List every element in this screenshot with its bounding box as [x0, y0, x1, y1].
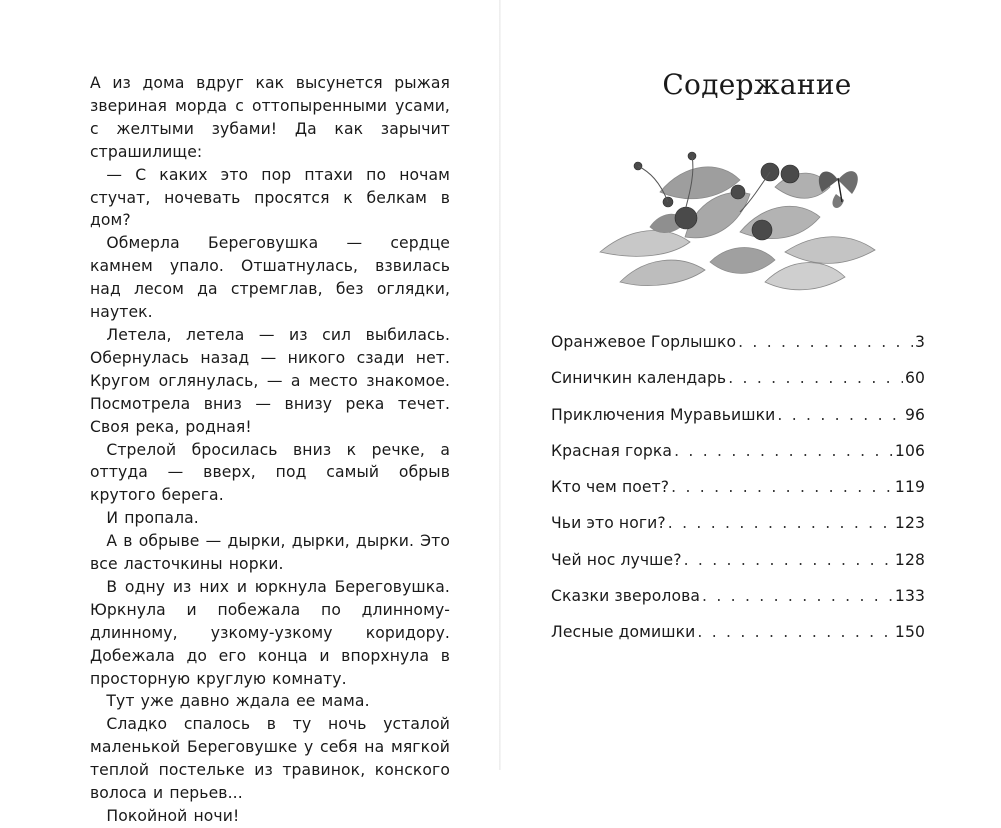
paragraph: — С каких это пор птахи по ночам стучат, ночевать просятся к белкам в дом?: [90, 165, 450, 230]
toc-entry[interactable]: [551, 551, 925, 587]
toc-dot-leader: [668, 514, 893, 532]
toc-entry-title: Чьи это ноги?: [551, 514, 666, 533]
right-page: [500, 0, 1001, 770]
toc-entry[interactable]: [551, 406, 925, 442]
paragraph: А из дома вдруг как высунется рыжая звериная морда с оттопыренными усами, с желтыми зубами! Да как зарычит страшилище:: [90, 74, 450, 161]
toc-entry-title: Синичкин календарь: [551, 369, 727, 388]
toc-entry-page: 123: [894, 514, 925, 533]
berries-leaves-illustration: [590, 132, 890, 302]
toc-entry-page: 106: [894, 441, 925, 460]
toc-entry-page: 119: [894, 478, 925, 497]
toc-entry-title: Кто чем поет?: [551, 478, 670, 497]
toc-dot-leader: [777, 406, 903, 424]
toc-entry[interactable]: [551, 623, 925, 659]
toc-entry-page: 3: [914, 333, 925, 351]
toc-dot-leader: [738, 333, 913, 351]
toc-entry-page: 150: [894, 623, 925, 642]
toc-entry-page: 96: [904, 405, 925, 424]
toc-entry-title: Сказки зверолова: [551, 587, 701, 606]
toc-entry-page: 128: [894, 550, 925, 569]
paragraph: Стрелой бросилась вниз к речке, а оттуда — вверх, под самый обрыв крутого берега.: [90, 440, 450, 505]
table-of-contents: [551, 333, 925, 660]
paragraph: В одну из них и юркнула Береговушка. Юркнула и побежала по длинному-длинному, узкому-узкому коридору. Добежала до его конца и впорхнула в просторную круглую комнату.: [90, 577, 450, 688]
left-page: [0, 0, 500, 825]
toc-entry[interactable]: [551, 369, 925, 405]
paragraph: Обмерла Береговушка — сердце камнем упало. Отшатнулась, взвилась над лесом да стремглав, без оглядки, наутек.: [90, 234, 450, 322]
toc-entry[interactable]: [551, 514, 925, 550]
paragraph: Сладко спалось в ту ночь усталой маленькой Береговушке у себя на мягкой теплой постельке из травинок, конского волоса и перьев...: [90, 715, 450, 803]
butterfly-icon: [819, 171, 858, 208]
toc-dot-leader: [674, 442, 893, 460]
paragraph: Покойной ночи!: [106, 807, 240, 825]
toc-entry[interactable]: [551, 333, 925, 369]
page-title: Содержание: [662, 68, 852, 101]
toc-dot-leader: [671, 478, 893, 496]
toc-dot-leader: [684, 551, 893, 569]
toc-entry-title: Приключения Муравьишки: [551, 405, 776, 424]
toc-dot-leader: [702, 587, 893, 605]
story-text: [90, 72, 450, 828]
toc-entry[interactable]: [551, 442, 925, 478]
toc-entry-title: Лесные домишки: [551, 623, 696, 642]
toc-entry[interactable]: [551, 478, 925, 514]
toc-entry-title: Оранжевое Горлышко: [551, 333, 737, 351]
paragraph: Летела, летела — из сил выбилась. Обернулась назад — никого сзади нет. Кругом оглянулась, — а место знакомое. Посмотрела вниз — внизу река течет. Своя река, родная!: [90, 325, 450, 436]
toc-entry-page: 60: [904, 369, 925, 388]
toc-entry-title: Красная горка: [551, 441, 673, 460]
toc-entry-page: 133: [894, 587, 925, 606]
paragraph: Тут уже давно ждала ее мама.: [106, 692, 370, 711]
paragraph: И пропала.: [106, 509, 199, 528]
toc-dot-leader: [697, 623, 893, 641]
toc-entry[interactable]: [551, 587, 925, 623]
paragraph: А в обрыве — дырки, дырки, дырки. Это все ласточкины норки.: [90, 532, 450, 574]
toc-entry-title: Чей нос лучше?: [551, 550, 682, 569]
toc-dot-leader: [728, 369, 903, 387]
